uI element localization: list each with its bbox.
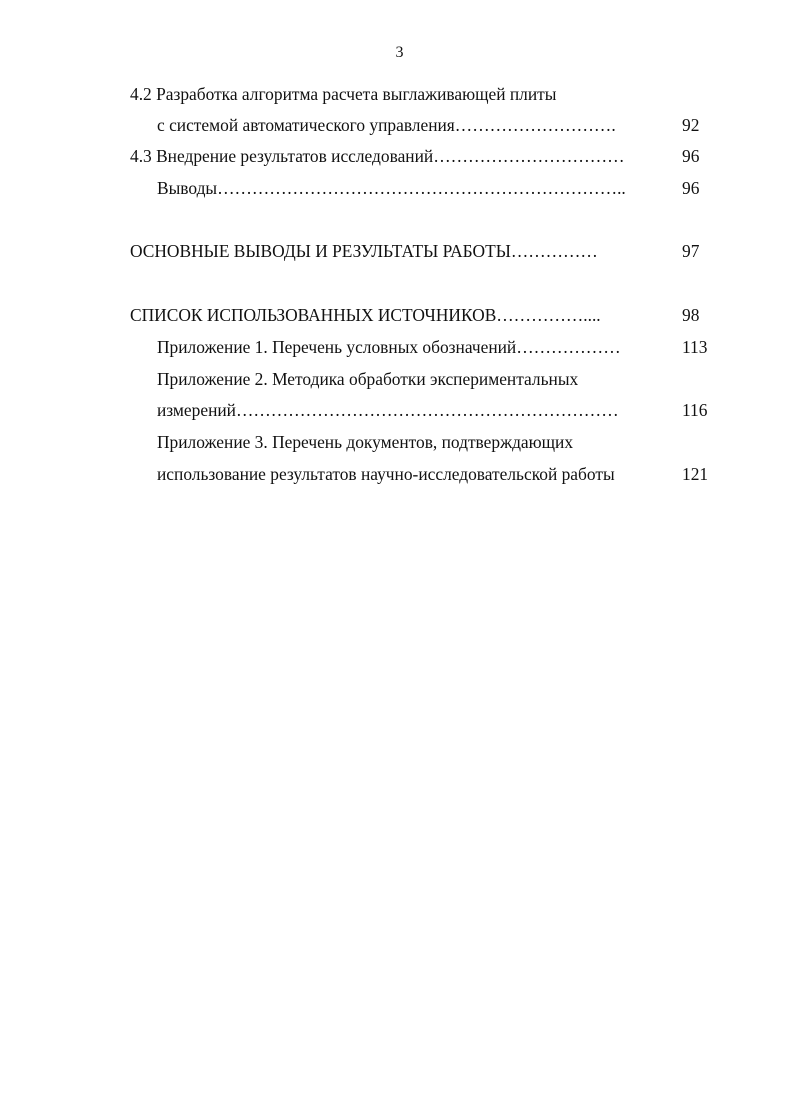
toc-entry-4-3-page: 96 [682,146,700,166]
toc-entry-appendix-1: Приложение 1. Перечень условных обозначений……………… [157,337,621,357]
toc-entry-4-2-line-1: 4.2 Разработка алгоритма расчета выглаживающей плиты [130,84,557,104]
toc-entry-4-2-line-2: с системой автоматического управления………………………. [157,115,616,135]
toc-entry-4-2-page: 92 [682,115,700,135]
toc-entry-appendix-3-line-1: Приложение 3. Перечень документов, подтверждающих [157,432,574,452]
page-number: 3 [395,44,404,61]
toc-entry-4-3: 4.3 Внедрение результатов исследований…………………………… [130,146,625,166]
toc-entry-appendix-2-line-2: измерений………………………………………………………… [157,400,619,420]
toc-entry-references: СПИСОК ИСПОЛЬЗОВАННЫХ ИСТОЧНИКОВ…………….... [130,305,601,325]
toc-entry-conclusions-page: 96 [682,178,700,198]
toc-entry-main-results-page: 97 [682,241,700,261]
toc-entry-references-page: 98 [682,305,700,325]
toc-entry-main-results: ОСНОВНЫЕ ВЫВОДЫ И РЕЗУЛЬТАТЫ РАБОТЫ…………… [130,241,598,261]
toc-entry-appendix-3-line-2: использование результатов научно-исследовательской работы [157,464,615,484]
toc-entry-appendix-2-line-1: Приложение 2. Методика обработки экспериментальных [157,369,579,389]
toc-entry-appendix-3-page: 121 [682,464,709,484]
toc-entry-appendix-1-page: 113 [682,337,708,357]
toc-entry-appendix-2-page: 116 [682,400,708,420]
toc-entry-conclusions: Выводы…………………………………………………………….. [157,178,626,198]
